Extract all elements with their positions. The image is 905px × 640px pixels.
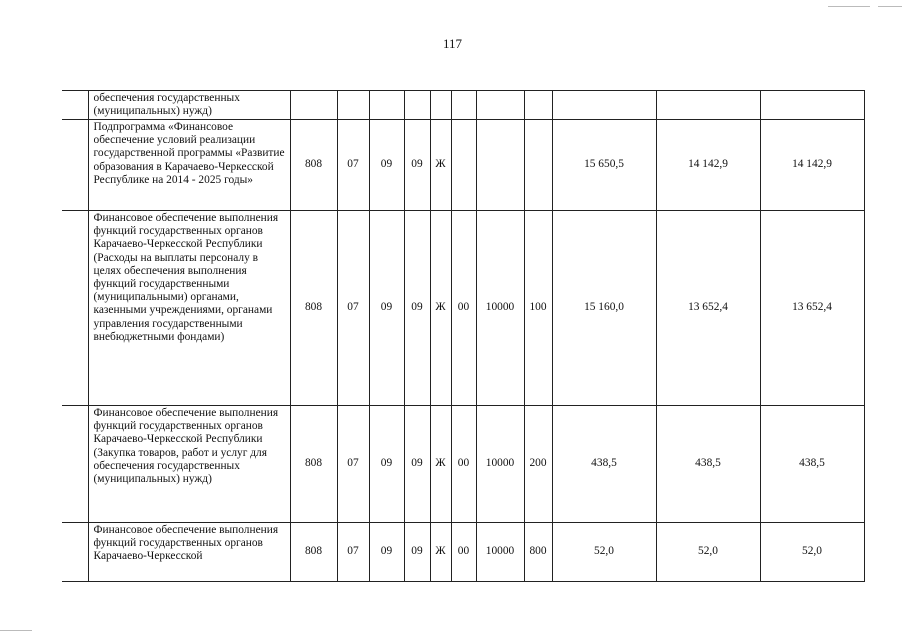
subprogram-code-cell: Ж [430, 120, 451, 211]
subprogram-code-cell: Ж [430, 523, 451, 582]
table-row [62, 523, 864, 582]
amount-cell: 15 160,0 [552, 211, 656, 406]
amount-cell: 52,0 [760, 523, 864, 582]
program-code-cell: 09 [404, 406, 430, 523]
amount-cell [656, 91, 760, 120]
scan-artifact-line [878, 6, 902, 7]
item-name-cell: Финансовое обеспечение выполнения функций государственных органов Карачаево-Черкесской Республики (Расходы на выплаты персоналу в целях обеспечения выполнения функций государственными (муниципальными) органами, казенными учреждениями, органами управления государственными внебюджетными фондами) [88, 211, 290, 406]
subsection-code-cell [369, 91, 404, 120]
amount-cell: 438,5 [656, 406, 760, 523]
subsection-code-cell: 09 [369, 211, 404, 406]
amount-cell: 13 652,4 [656, 211, 760, 406]
table-row [62, 120, 864, 211]
budget-table [62, 90, 865, 582]
section-code-cell: 07 [337, 406, 369, 523]
row-number-cell [62, 406, 88, 523]
direction-code-cell: 10000 [476, 523, 524, 582]
scan-artifact-line [828, 6, 870, 7]
subprogram-code-cell [430, 91, 451, 120]
row-number-cell [62, 91, 88, 120]
direction-code-cell: 00 [451, 211, 476, 406]
direction-code-cell: 10000 [476, 406, 524, 523]
section-code-cell: 07 [337, 211, 369, 406]
amount-cell: 438,5 [552, 406, 656, 523]
program-code-cell: 09 [404, 120, 430, 211]
item-name-cell: обеспечения государственных (муниципальных) нужд) [88, 91, 290, 120]
program-code-cell: 09 [404, 523, 430, 582]
amount-cell: 15 650,5 [552, 120, 656, 211]
direction-code-cell [476, 91, 524, 120]
item-name-cell: Подпрограмма «Финансовое обеспечение условий реализации государственной программы «Развитие образования в Карачаево-Черкесской Республике на 2014 - 2025 годы» [88, 120, 290, 211]
scan-artifact-line [0, 630, 32, 631]
direction-code-cell: 10000 [476, 211, 524, 406]
section-code-cell [337, 91, 369, 120]
amount-cell: 52,0 [552, 523, 656, 582]
program-code-cell [404, 91, 430, 120]
direction-code-cell [451, 91, 476, 120]
item-name-cell: Финансовое обеспечение выполнения функций государственных органов Карачаево-Черкесской Республики (Закупка товаров, работ и услуг для обеспечения государственных (муниципальных) нужд) [88, 406, 290, 523]
table-row [62, 91, 864, 120]
ministry-code-cell: 808 [290, 120, 337, 211]
expense-type-cell: 800 [524, 523, 552, 582]
subsection-code-cell: 09 [369, 523, 404, 582]
row-number-cell [62, 523, 88, 582]
direction-code-cell: 00 [451, 523, 476, 582]
amount-cell [552, 91, 656, 120]
table-row [62, 406, 864, 523]
section-code-cell: 07 [337, 523, 369, 582]
direction-code-cell [476, 120, 524, 211]
amount-cell: 438,5 [760, 406, 864, 523]
section-code-cell: 07 [337, 120, 369, 211]
row-number-cell [62, 211, 88, 406]
amount-cell: 13 652,4 [760, 211, 864, 406]
direction-code-cell [451, 120, 476, 211]
expense-type-cell: 200 [524, 406, 552, 523]
table-row [62, 211, 864, 406]
ministry-code-cell: 808 [290, 211, 337, 406]
row-number-cell [62, 120, 88, 211]
amount-cell [760, 91, 864, 120]
subsection-code-cell: 09 [369, 406, 404, 523]
expense-type-cell [524, 91, 552, 120]
program-code-cell: 09 [404, 211, 430, 406]
subprogram-code-cell: Ж [430, 211, 451, 406]
page-number: 117 [442, 36, 463, 51]
ministry-code-cell: 808 [290, 523, 337, 582]
amount-cell: 14 142,9 [760, 120, 864, 211]
subprogram-code-cell: Ж [430, 406, 451, 523]
ministry-code-cell [290, 91, 337, 120]
subsection-code-cell: 09 [369, 120, 404, 211]
expense-type-cell [524, 120, 552, 211]
item-name-cell: Финансовое обеспечение выполнения функций государственных органов Карачаево-Черкесской [88, 523, 290, 582]
direction-code-cell: 00 [451, 406, 476, 523]
amount-cell: 52,0 [656, 523, 760, 582]
expense-type-cell: 100 [524, 211, 552, 406]
amount-cell: 14 142,9 [656, 120, 760, 211]
ministry-code-cell: 808 [290, 406, 337, 523]
